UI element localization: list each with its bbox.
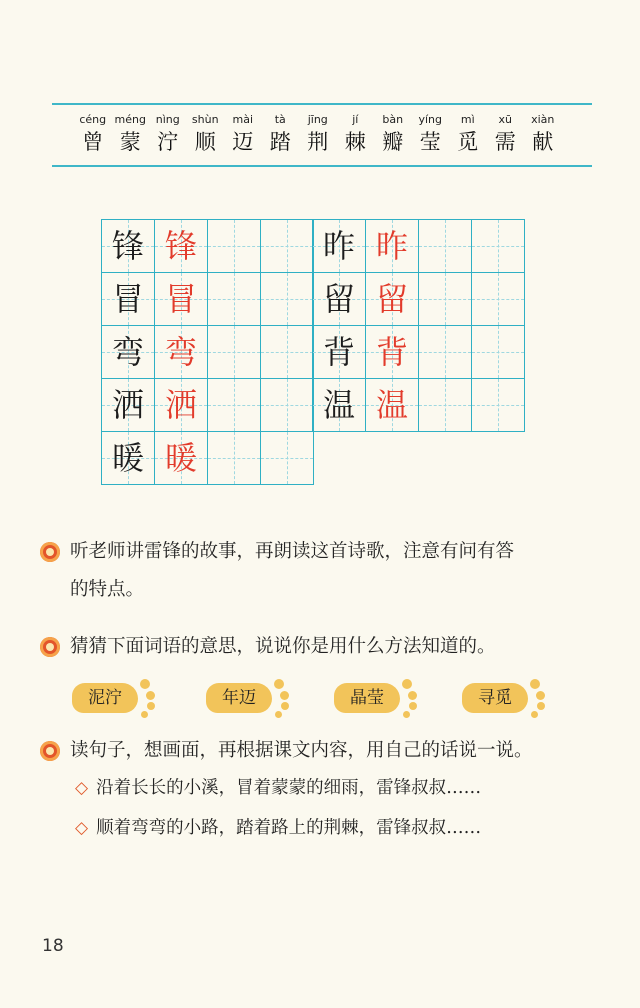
vocab-pinyin: tà	[274, 113, 286, 126]
vocab-hanzi: 踏	[269, 130, 291, 154]
vocab-hanzi: 莹	[419, 130, 441, 154]
model-character: 暖	[111, 439, 144, 477]
grid-row	[102, 326, 314, 380]
model-character: 弯	[111, 333, 144, 371]
model-cell	[101, 325, 155, 379]
model-character: 背	[322, 333, 355, 371]
practice-cell	[471, 219, 525, 273]
footprint-toe	[403, 711, 410, 718]
sentence-item	[75, 810, 595, 846]
practice-cell	[260, 431, 314, 485]
trace-cell	[365, 219, 419, 273]
vocab-pinyin: méng	[114, 113, 146, 126]
vocab-hanzi: 顺	[194, 130, 216, 154]
practice-cell	[207, 431, 261, 485]
vocab-hanzi: 觅	[457, 130, 479, 154]
vocab-item	[112, 112, 150, 156]
trace-cell	[365, 272, 419, 326]
grid-row	[102, 220, 314, 274]
trace-character: 背	[375, 333, 408, 371]
grid-row	[102, 432, 314, 486]
practice-cell	[260, 272, 314, 326]
footprint-word	[334, 675, 422, 719]
practice-cell	[260, 325, 314, 379]
vocab-list	[74, 112, 562, 156]
model-character: 温	[322, 386, 355, 424]
vocab-pinyin: shùn	[191, 113, 219, 126]
vocab-item	[224, 112, 262, 156]
practice-cell	[471, 272, 525, 326]
exercise-3	[40, 732, 600, 770]
vocab-item	[487, 112, 525, 156]
exercise-2	[40, 628, 600, 666]
grid-row	[313, 379, 525, 433]
sentence-text: 沿着长长的小溪，冒着蒙蒙的细雨，雷锋叔叔……	[96, 778, 482, 798]
practice-cell	[207, 378, 261, 432]
footprint-toe	[409, 702, 417, 710]
exercise-bullet-icon	[40, 741, 60, 761]
model-cell	[101, 219, 155, 273]
trace-character: 锋	[164, 227, 197, 265]
footprint-toe	[531, 711, 538, 718]
practice-cell	[207, 272, 261, 326]
bottom-rule	[52, 165, 592, 167]
exercise-3-text: 读句子，想画面，再根据课文内容，用自己的话说一说。	[70, 740, 533, 761]
practice-cell	[260, 378, 314, 432]
vocab-item	[524, 112, 562, 156]
practice-cell	[418, 378, 472, 432]
vocab-pinyin: mài	[232, 113, 253, 126]
diamond-bullet-icon: ◇	[75, 778, 89, 798]
vocab-item	[262, 112, 300, 156]
model-character: 洒	[111, 386, 144, 424]
vocab-pinyin: yíng	[418, 113, 443, 126]
vocab-item	[412, 112, 450, 156]
vocab-item	[449, 112, 487, 156]
exercise-1-text-line1: 听老师讲雷锋的故事，再朗读这首诗歌，注意有问有答	[70, 541, 515, 562]
footprint-word	[462, 675, 550, 719]
vocab-item	[74, 112, 112, 156]
exercise-2-text: 猜猜下面词语的意思，说说你是用什么方法知道的。	[70, 636, 496, 657]
vocab-item	[149, 112, 187, 156]
footprint-word-label: 晶莹	[350, 688, 384, 708]
model-cell	[101, 272, 155, 326]
vocab-hanzi: 需	[494, 130, 516, 154]
footprint-word-label: 泥泞	[88, 688, 122, 708]
vocab-hanzi: 曾	[82, 130, 104, 154]
practice-cell	[207, 325, 261, 379]
model-cell	[312, 219, 366, 273]
vocab-pinyin: jí	[352, 113, 359, 126]
footprint-toe	[280, 691, 289, 700]
grid-row	[102, 379, 314, 433]
footprint-word-label: 年迈	[222, 688, 256, 708]
trace-character: 洒	[164, 386, 197, 424]
model-character: 昨	[322, 227, 355, 265]
grid-row	[102, 273, 314, 327]
vocab-hanzi: 蒙	[119, 130, 141, 154]
practice-cell	[207, 219, 261, 273]
vocab-item	[299, 112, 337, 156]
vocab-pinyin: nìng	[155, 113, 180, 126]
footprint-toe	[141, 711, 148, 718]
vocab-item	[337, 112, 375, 156]
diamond-bullet-icon: ◇	[75, 818, 89, 838]
vocab-hanzi: 泞	[157, 130, 179, 154]
trace-character: 留	[375, 280, 408, 318]
trace-character: 温	[375, 386, 408, 424]
trace-cell	[154, 378, 208, 432]
trace-cell	[154, 272, 208, 326]
trace-character: 弯	[164, 333, 197, 371]
footprint-toe	[402, 679, 412, 689]
exercise-bullet-icon	[40, 542, 60, 562]
practice-cell	[471, 325, 525, 379]
model-cell	[101, 378, 155, 432]
top-rule	[52, 103, 592, 105]
vocab-pinyin: jīng	[307, 113, 328, 126]
trace-character: 昨	[375, 227, 408, 265]
trace-cell	[154, 325, 208, 379]
vocab-pinyin: céng	[79, 113, 107, 126]
vocab-hanzi: 荆	[307, 130, 329, 154]
word-footprints	[72, 675, 552, 725]
vocab-item	[374, 112, 412, 156]
vocab-pinyin: xū	[498, 113, 512, 126]
sentence-text: 顺着弯弯的小路，踏着路上的荆棘，雷锋叔叔……	[96, 818, 482, 838]
exercise-bullet-icon	[40, 637, 60, 657]
footprint-toe	[536, 691, 545, 700]
trace-character: 冒	[164, 280, 197, 318]
practice-cell	[418, 219, 472, 273]
footprint-word	[206, 675, 294, 719]
vocab-pinyin: bàn	[382, 113, 404, 126]
footprint-toe	[274, 679, 284, 689]
footprint-toe	[281, 702, 289, 710]
vocab-pinyin: mì	[460, 113, 475, 126]
model-cell	[312, 325, 366, 379]
footprint-toe	[537, 702, 545, 710]
vocab-item	[187, 112, 225, 156]
grid-row	[313, 273, 525, 327]
practice-cell	[260, 219, 314, 273]
vocab-hanzi: 献	[532, 130, 554, 154]
vocab-hanzi: 瓣	[382, 130, 404, 154]
vocab-hanzi: 迈	[232, 130, 254, 154]
model-character: 留	[322, 280, 355, 318]
practice-cell	[418, 272, 472, 326]
trace-character: 暖	[164, 439, 197, 477]
footprint-word	[72, 675, 160, 719]
model-cell	[312, 272, 366, 326]
practice-cell	[418, 325, 472, 379]
trace-cell	[365, 325, 419, 379]
footprint-toe	[408, 691, 417, 700]
vocab-hanzi: 棘	[344, 130, 366, 154]
model-character: 冒	[111, 280, 144, 318]
exercise-1-text-line2: 的特点。	[70, 579, 145, 600]
footprint-toe	[530, 679, 540, 689]
footprint-toe	[146, 691, 155, 700]
trace-cell	[154, 219, 208, 273]
sentence-item	[75, 770, 595, 806]
footprint-word-label: 寻觅	[478, 688, 512, 708]
footprint-toe	[140, 679, 150, 689]
vocab-pinyin: xiàn	[531, 113, 555, 126]
footprint-toe	[147, 702, 155, 710]
model-cell	[312, 378, 366, 432]
exercise-1	[40, 533, 600, 609]
model-cell	[101, 431, 155, 485]
trace-cell	[154, 431, 208, 485]
grid-row	[313, 220, 525, 274]
page-number: 18	[42, 936, 64, 956]
practice-cell	[471, 378, 525, 432]
model-character: 锋	[111, 227, 144, 265]
grid-row	[313, 326, 525, 380]
footprint-toe	[275, 711, 282, 718]
trace-cell	[365, 378, 419, 432]
